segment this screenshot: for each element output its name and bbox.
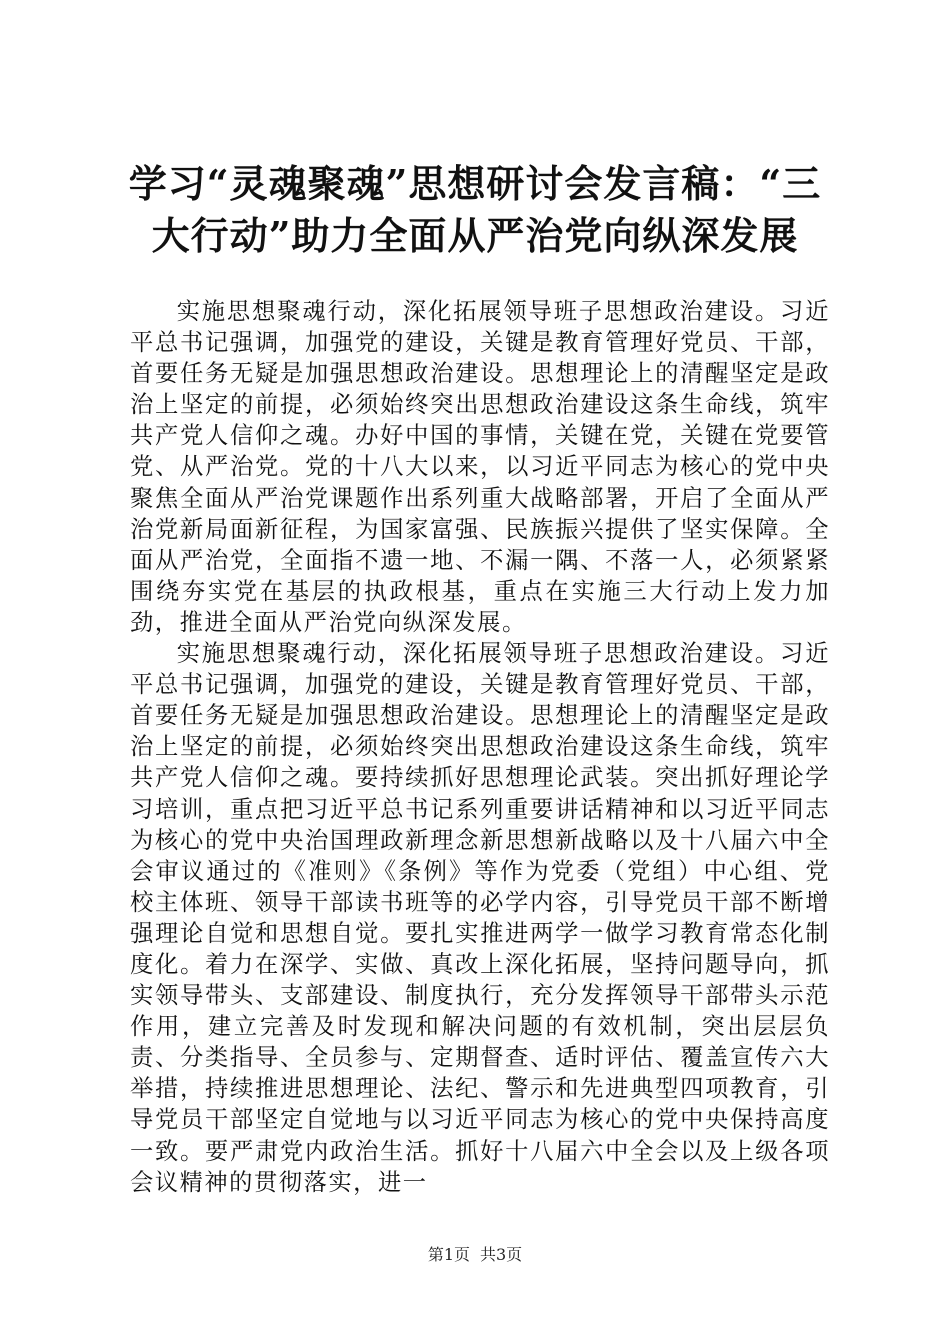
- page-number: 第1页: [427, 1245, 470, 1264]
- page-total: 共3页: [480, 1245, 523, 1264]
- body-paragraph-2: 实施思想聚魂行动，深化拓展领导班子思想政治建设。习近平总书记强调，加强党的建设，关键是教育管理好党员、干部，首要任务无疑是加强思想政治建设。思想理论上的清醒坚定是政治上坚定的前提，必须始终突出思想政治建设这条生命线，筑牢共产党人信仰之魂。要持续抓好思想理论武装。突出抓好理论学习培训，重点把习近平总书记系列重要讲话精神和以习近平同志为核心的党中央治国理政新理念新思想新战略以及十八届六中全会审议通过的《准则》《条例》等作为党委（党组）中心组、党校主体班、领导干部读书班等的必学内容，引导党员干部不断增强理论自觉和思想自觉。要扎实推进两学一做学习教育常态化制度化。着力在深学、实做、真改上深化拓展，坚持问题导向，抓实领导带头、支部建设、制度执行，充分发挥领导干部带头示范作用，建立完善及时发现和解决问题的有效机制，突出层层负责、分类指导、全员参与、定期督查、适时评估、覆盖宣传六大举措，持续推进思想理论、法纪、警示和先进典型四项教育，引导党员干部坚定自觉地与以习近平同志为核心的党中央保持高度一致。要严肃党内政治生活。抓好十八届六中全会以及上级各项会议精神的贯彻落实，进一: [130, 640, 830, 1196]
- document-title: 学习“灵魂聚魂”思想研讨会发言稿：“三大行动”助力全面从严治党向纵深发展: [128, 161, 822, 258]
- body-paragraph-1: 实施思想聚魂行动，深化拓展领导班子思想政治建设。习近平总书记强调，加强党的建设，关键是教育管理好党员、干部，首要任务无疑是加强思想政治建设。思想理论上的清醒坚定是政治上坚定的前提，必须始终突出思想政治建设这条生命线，筑牢共产党人信仰之魂。办好中国的事情，关键在党，关键在党要管党、从严治党。党的十八大以来，以习近平同志为核心的党中央聚焦全面从严治党课题作出系列重大战略部署，开启了全面从严治党新局面新征程，为国家富强、民族振兴提供了坚实保障。全面从严治党，全面指不遗一地、不漏一隅、不落一人，必须紧紧围绕夯实党在基层的执政根基，重点在实施三大行动上发力加劲，推进全面从严治党向纵深发展。: [130, 298, 830, 636]
- page-footer: [0, 1245, 950, 1265]
- document-body: [130, 296, 830, 1198]
